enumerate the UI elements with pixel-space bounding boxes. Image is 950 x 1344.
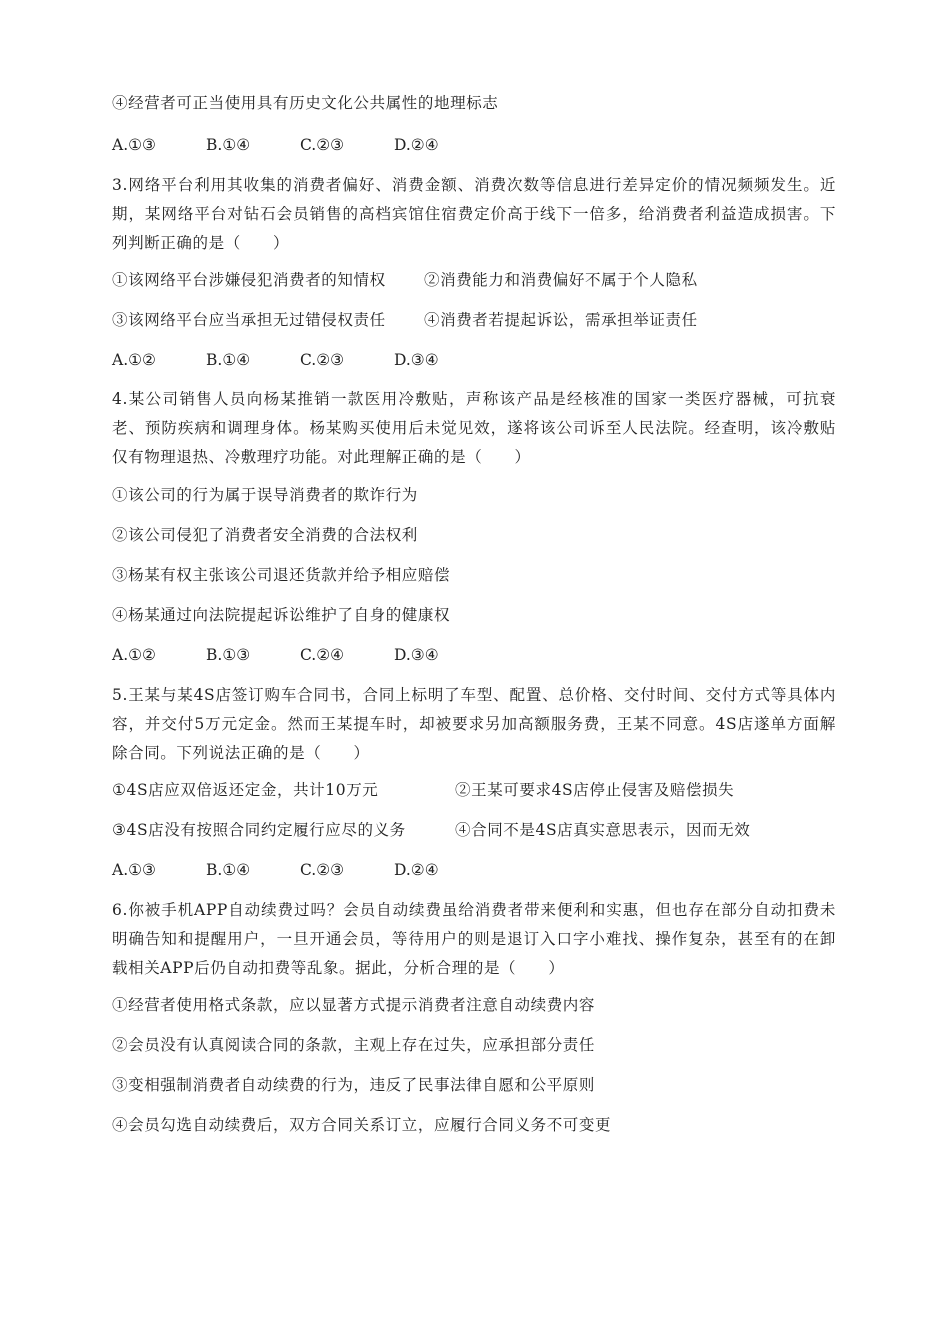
q6-statement-3: ③变相强制消费者自动续费的行为，违反了民事法律自愿和公平原则: [112, 1076, 596, 1094]
q3-option-b: B.①④: [206, 351, 251, 369]
q4-statement-4: ④杨某通过向法院提起诉讼维护了自身的健康权: [112, 606, 451, 624]
q5-options: [112, 860, 488, 880]
q2-option-a: A.①③: [112, 136, 156, 154]
q3-option-c: C.②③: [300, 351, 345, 369]
q5-statement-3: ③4S店没有按照合同约定履行应尽的义务: [112, 821, 406, 839]
q6-stem: 6.你被手机APP自动续费过吗？会员自动续费虽给消费者带来便利和实惠，但也存在部分自动扣费未明确告知和提醒用户，一旦开通会员，等待用户的则是退订入口字小难找、操作复杂，甚至有的在卸载相关APP后仍自动扣费等乱象。据此，分析合理的是（ ）: [112, 901, 836, 977]
q5-option-a: A.①③: [112, 861, 156, 879]
q2-option-c: C.②③: [300, 136, 345, 154]
q5-option-d: D.②④: [394, 861, 439, 879]
q4-option-d: D.③④: [394, 646, 439, 664]
q4-stem: 4.某公司销售人员向杨某推销一款医用冷敷贴，声称该产品是经核准的国家一类医疗器械，可抗衰老、预防疾病和调理身体。杨某购买使用后未觉见效，遂将该公司诉至人民法院。经查明，该冷敷贴仅有物理退热、冷敷理疗功能。对此理解正确的是（ ）: [112, 390, 836, 466]
q3-option-a: A.①②: [112, 351, 156, 369]
q5-statement-4: ④合同不是4S店真实意思表示，因而无效: [455, 821, 751, 839]
q4-statement-3: ③杨某有权主张该公司退还货款并给予相应赔偿: [112, 566, 451, 584]
q4-statement-2: ②该公司侵犯了消费者安全消费的合法权利: [112, 526, 418, 544]
q3-option-d: D.③④: [394, 351, 439, 369]
q4-option-c: C.②④: [300, 646, 345, 664]
q3-options: [112, 350, 488, 370]
q5-option-b: B.①④: [206, 861, 251, 879]
q4-options: [112, 645, 488, 665]
q5-stem: 5.王某与某4S店签订购车合同书，合同上标明了车型、配置、总价格、交付时间、交付方式等具体内容，并交付5万元定金。然而王某提车时，却被要求另加高额服务费，王某不同意。4S店遂单方面解除合同。下列说法正确的是（ ）: [112, 686, 836, 762]
q2-option-b: B.①④: [206, 136, 251, 154]
q6-statement-2: ②会员没有认真阅读合同的条款，主观上存在过失，应承担部分责任: [112, 1036, 596, 1054]
q3-statement-4: ④消费者若提起诉讼，需承担举证责任: [424, 311, 698, 329]
q4-option-b: B.①③: [206, 646, 251, 664]
q6-statement-4: ④会员勾选自动续费后，双方合同关系订立，应履行合同义务不可变更: [112, 1116, 612, 1134]
q2-option-d: D.②④: [394, 136, 439, 154]
q3-statement-2: ②消费能力和消费偏好不属于个人隐私: [424, 271, 698, 289]
q5-statement-1: ①4S店应双倍返还定金，共计10万元: [112, 781, 379, 799]
q5-option-c: C.②③: [300, 861, 345, 879]
q4-statement-1: ①该公司的行为属于误导消费者的欺诈行为: [112, 486, 418, 504]
q2-options: [112, 135, 488, 155]
q3-stem: 3.网络平台利用其收集的消费者偏好、消费金额、消费次数等信息进行差异定价的情况频频发生。近期，某网络平台对钻石会员销售的高档宾馆住宿费定价高于线下一倍多，给消费者利益造成损害。下列判断正确的是（ ）: [112, 176, 836, 252]
q5-statement-2: ②王某可要求4S店停止侵害及赔偿损失: [455, 781, 735, 799]
q4-option-a: A.①②: [112, 646, 156, 664]
q3-statement-3: ③该网络平台应当承担无过错侵权责任: [112, 311, 386, 329]
q3-statement-1: ①该网络平台涉嫌侵犯消费者的知情权: [112, 271, 386, 289]
q2-statement-4: ④经营者可正当使用具有历史文化公共属性的地理标志: [112, 94, 499, 112]
q6-statement-1: ①经营者使用格式条款，应以显著方式提示消费者注意自动续费内容: [112, 996, 596, 1014]
